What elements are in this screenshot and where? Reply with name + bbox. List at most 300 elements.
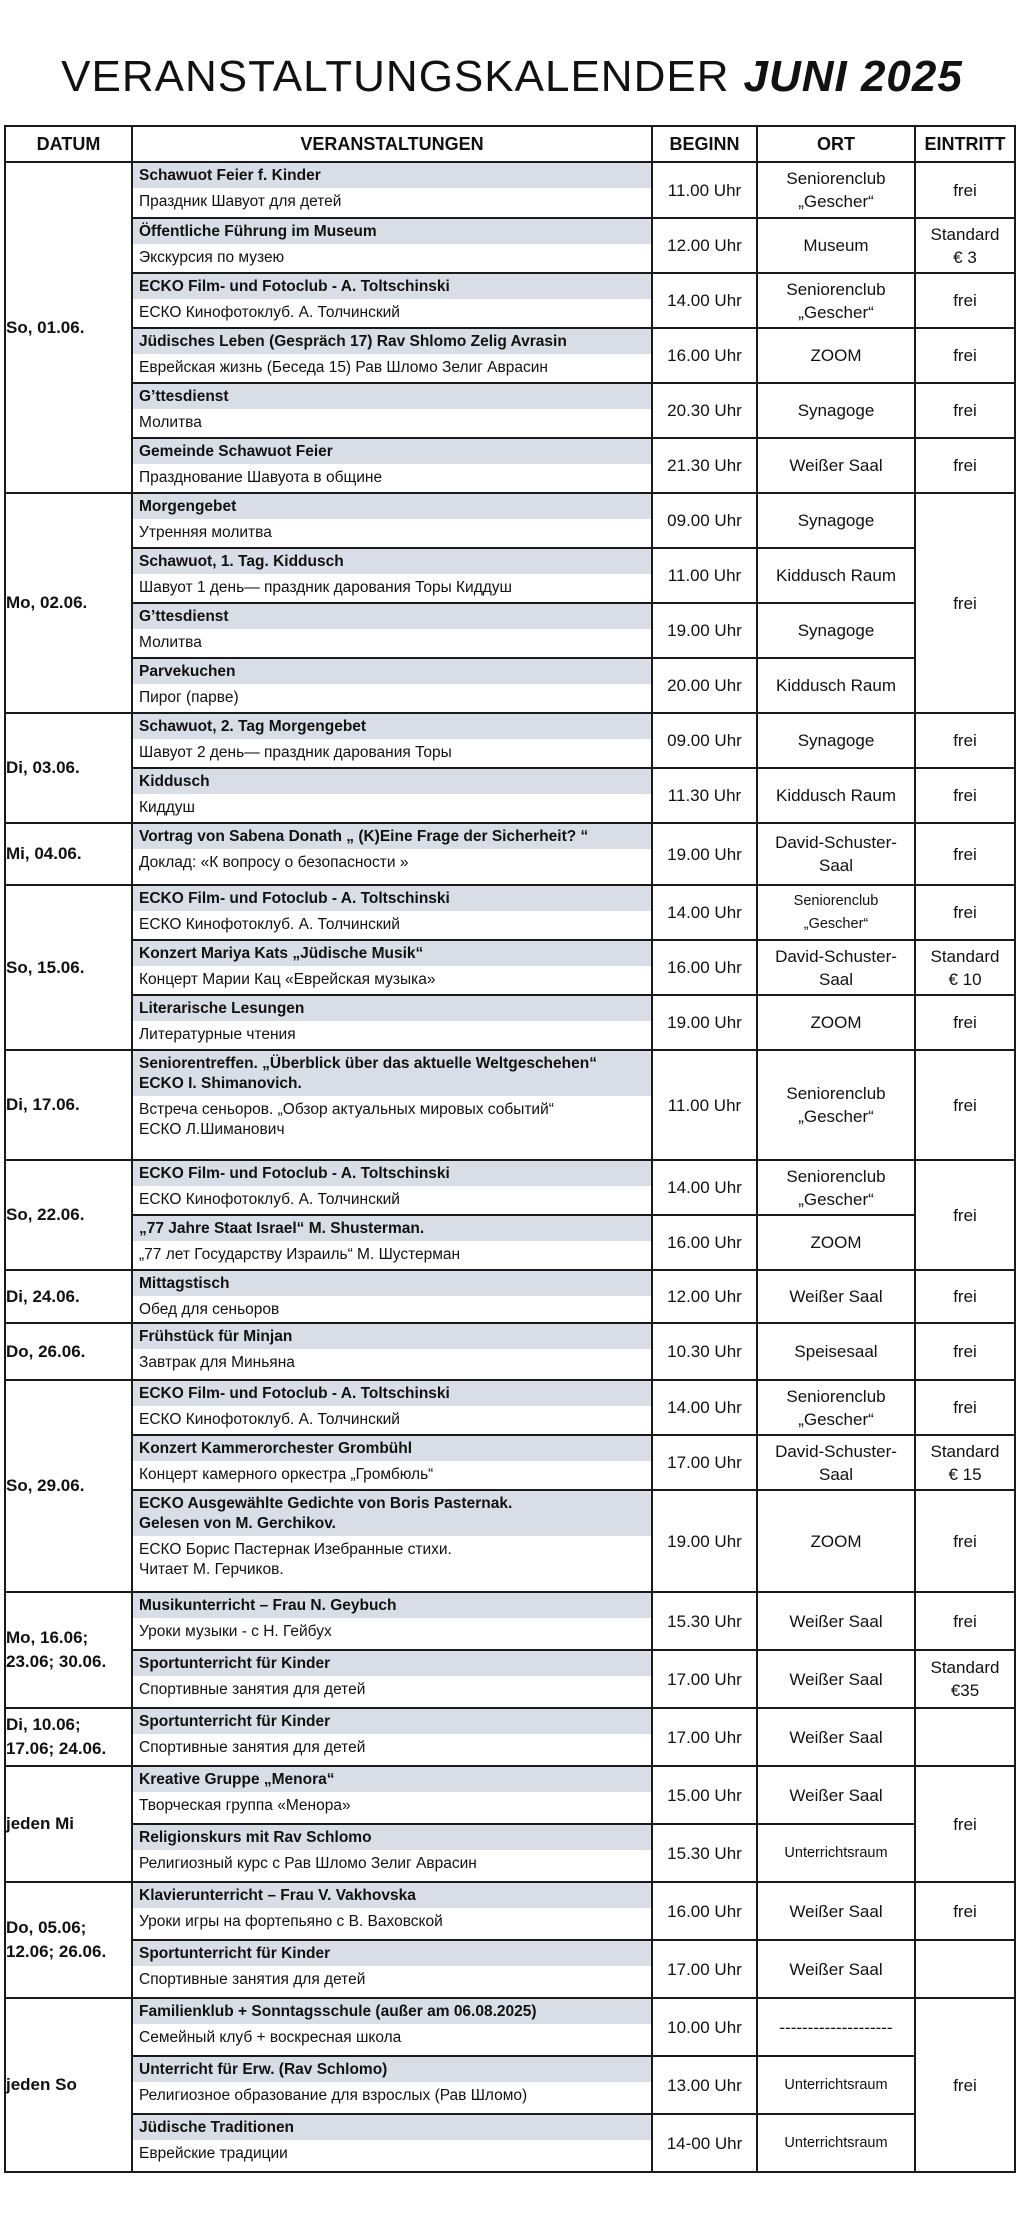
event-title-ru (133, 2024, 651, 2050)
time-cell: 16.00 Uhr (652, 1882, 757, 1940)
admission-line: frei (953, 786, 977, 805)
date-cell (5, 823, 132, 885)
event-cell (132, 1270, 652, 1323)
event-cell (132, 328, 652, 383)
event-title-de (133, 1491, 651, 1536)
date-cell (5, 885, 132, 1050)
location-cell (757, 1940, 915, 1998)
event-cell (132, 1592, 652, 1650)
event-title-ru (133, 1676, 651, 1702)
event-subtitle-line: Празднование Шавуота в общине (139, 469, 383, 486)
admission-line: Standard (930, 1658, 1000, 1677)
date-cell (5, 1160, 132, 1270)
table-row (5, 603, 1015, 658)
admission-cell (915, 1998, 1015, 2172)
event-title-ru (133, 966, 651, 992)
event-title-line: Religionskurs mit Rav Schlomo (139, 1829, 372, 1846)
time-cell: 14-00 Uhr (652, 2114, 757, 2172)
location-line: Kiddusch Raum (775, 786, 896, 805)
event-title-ru (133, 1186, 651, 1212)
location-cell (757, 438, 915, 493)
event-title-line: Familienklub + Sonntagsschule (außer am 06.08.2025) (139, 2003, 537, 2020)
time-cell: 14.00 Uhr (652, 885, 757, 940)
location-cell (757, 1380, 915, 1435)
event-cell (132, 1650, 652, 1708)
table-row (5, 1270, 1015, 1323)
table-row (5, 1160, 1015, 1215)
location-line: Saal (818, 856, 854, 875)
location-cell (757, 1435, 915, 1490)
location-line: Seniorenclub (793, 892, 879, 909)
location-cell (757, 1998, 915, 2056)
admission-line: frei (953, 903, 977, 922)
event-cell (132, 218, 652, 273)
event-title-line: Gelesen von M. Gerchikov. (139, 1515, 336, 1532)
location-cell (757, 1215, 915, 1270)
event-cell (132, 273, 652, 328)
date-cell (5, 1766, 132, 1882)
event-title-line: Schawuot, 1. Tag. Kiddusch (139, 553, 344, 570)
date-cell (5, 493, 132, 713)
location-line: Seniorenclub (786, 279, 886, 299)
time-cell: 15.30 Uhr (652, 1592, 757, 1650)
date-cell (5, 1708, 132, 1766)
table-row (5, 768, 1015, 823)
event-title-ru (133, 1296, 651, 1322)
event-title-de (133, 494, 651, 519)
event-cell (132, 603, 652, 658)
location-line: Weißer Saal (789, 1901, 883, 1921)
location-cell (757, 493, 915, 548)
location-line: Seniorenclub (786, 1166, 886, 1186)
location-line: Weißer Saal (789, 1669, 883, 1689)
table-row (5, 273, 1015, 328)
event-title-line: Kreative Gruppe „Menora“ (139, 1771, 335, 1788)
event-title-line: Schawuot Feier f. Kinder (139, 167, 321, 184)
event-subtitle-line: Семейный клуб + воскресная школа (139, 2029, 402, 2046)
event-title-de (133, 2057, 651, 2082)
date-line: Mo, 02.06. (6, 593, 88, 612)
location-line: Weißer Saal (789, 1287, 883, 1306)
table-row (5, 1940, 1015, 1998)
date-line: 23.06; 30.06. (6, 1652, 107, 1671)
event-subtitle-line: Уроки игры на фортепьяно с В. Ваховской (139, 1913, 443, 1930)
event-title-ru (133, 849, 651, 875)
event-cell (132, 713, 652, 768)
table-row (5, 1766, 1015, 1824)
event-title-ru (133, 1461, 651, 1487)
admission-cell (915, 1435, 1015, 1490)
event-title-line: ECKO I. Shimanovich. (139, 1075, 302, 1092)
time-cell: 17.00 Uhr (652, 1708, 757, 1766)
event-title-de (133, 2115, 651, 2140)
admission-cell (915, 1650, 1015, 1708)
date-line: So, 01.06. (6, 317, 85, 337)
date-line: Di, 03.06. (6, 758, 80, 777)
admission-line: frei (953, 1814, 977, 1834)
event-title-line: Öffentliche Führung im Museum (139, 223, 377, 240)
table-row (5, 1050, 1015, 1160)
location-line: Synagoge (797, 511, 875, 530)
location-line: Speisesaal (794, 1342, 878, 1361)
event-subtitle-line: Религиозное образование для взрослых (Рав Шломо) (139, 2087, 528, 2104)
event-title-line: Klavierunterricht – Frau V. Vakhovska (139, 1887, 416, 1904)
location-line: Kiddusch Raum (775, 676, 896, 695)
admission-cell (915, 1940, 1015, 1998)
date-line: Di, 17.06. (6, 1095, 80, 1114)
event-subtitle-line: Молитва (139, 414, 202, 431)
event-subtitle-line: Еврейская жизнь (Беседа 15) Рав Шломо Зелиг Аврасин (139, 359, 548, 376)
location-cell (757, 1592, 915, 1650)
event-title-de (133, 714, 651, 739)
event-cell (132, 885, 652, 940)
header-beginn: BEGINN (652, 126, 757, 162)
event-title-de (133, 1709, 651, 1734)
time-cell: 14.00 Uhr (652, 273, 757, 328)
event-subtitle-line: Утренняя молитва (139, 524, 272, 541)
event-subtitle-line: Уроки музыки - с Н. Гейбух (139, 1623, 332, 1640)
event-cell (132, 1323, 652, 1380)
location-line: „Gescher“ (798, 302, 874, 322)
admission-cell (915, 162, 1015, 218)
location-cell (757, 273, 915, 328)
event-title-line: Schawuot, 2. Tag Morgengebet (139, 718, 367, 735)
table-row (5, 995, 1015, 1050)
event-subtitle-line: Встреча сеньоров. „Обзор актуальных мировых событий“ (139, 1101, 554, 1118)
time-cell: 12.00 Uhr (652, 218, 757, 273)
event-title-line: Sportunterricht für Kinder (139, 1655, 331, 1672)
admission-line: frei (953, 1013, 977, 1032)
event-title-line: „77 Jahre Staat Israel“ M. Shusterman. (139, 1220, 425, 1237)
time-cell: 10.00 Uhr (652, 1998, 757, 2056)
event-title-ru (133, 574, 651, 600)
admission-cell (915, 1592, 1015, 1650)
location-cell (757, 658, 915, 713)
location-line: Weißer Saal (789, 1727, 883, 1747)
event-title-ru (133, 354, 651, 380)
event-title-de (133, 1271, 651, 1296)
event-title-ru (133, 629, 651, 655)
page-title (0, 52, 1024, 102)
location-cell (757, 2056, 915, 2114)
event-subtitle-line: Молитва (139, 634, 202, 651)
location-line: Museum (803, 236, 869, 255)
admission-cell (915, 1490, 1015, 1592)
location-line: „Gescher“ (798, 1107, 874, 1126)
table-row (5, 1215, 1015, 1270)
event-cell (132, 823, 652, 885)
event-title-ru (133, 794, 651, 820)
date-line: Mi, 04.06. (6, 844, 82, 863)
event-title-line: Jüdische Traditionen (139, 2119, 295, 2136)
event-title-de (133, 1999, 651, 2024)
event-subtitle-line: Еврейские традиции (139, 2145, 288, 2162)
date-line: So, 15.06. (6, 957, 85, 977)
location-line: Unterrichtsraum (784, 2076, 888, 2093)
event-title-line: ECKO Film- und Fotoclub - A. Toltschinski (139, 278, 450, 295)
table-row (5, 2056, 1015, 2114)
admission-cell (915, 823, 1015, 885)
admission-line: frei (953, 401, 977, 420)
location-line: Weißer Saal (789, 1959, 883, 1979)
admission-cell (915, 713, 1015, 768)
location-line: Synagoge (797, 731, 875, 750)
location-line: Seniorenclub (786, 1084, 886, 1103)
event-title-line: ECKO Ausgewählte Gedichte von Boris Pasternak. (139, 1495, 513, 1512)
event-cell (132, 1824, 652, 1882)
table-row (5, 1824, 1015, 1882)
event-title-ru (133, 1966, 651, 1992)
event-title-de (133, 1436, 651, 1461)
event-cell (132, 1708, 652, 1766)
admission-cell (915, 493, 1015, 713)
event-title-de (133, 1324, 651, 1349)
location-line: David-Schuster- (775, 1441, 897, 1461)
event-title-line: Parvekuchen (139, 663, 236, 680)
time-cell: 14.00 Uhr (652, 1160, 757, 1215)
event-title-de (133, 941, 651, 966)
admission-line: € 3 (953, 247, 977, 267)
event-title-de (133, 219, 651, 244)
event-subtitle-line: Обед для сеньоров (139, 1301, 280, 1318)
event-title-de (133, 886, 651, 911)
table-row (5, 383, 1015, 438)
location-line: -------------------- (779, 2017, 893, 2037)
event-title-line: Literarische Lesungen (139, 1000, 305, 1017)
event-title-line: G’ttesdienst (139, 388, 229, 405)
event-title-de (133, 549, 651, 574)
event-cell (132, 383, 652, 438)
admission-cell (915, 1050, 1015, 1160)
table-row (5, 328, 1015, 383)
event-title-de (133, 1381, 651, 1406)
location-cell (757, 1323, 915, 1380)
admission-cell (915, 218, 1015, 273)
event-title-ru (133, 1734, 651, 1760)
event-calendar-table (4, 125, 1016, 2173)
date-cell (5, 1270, 132, 1323)
event-title-de (133, 769, 651, 794)
event-subtitle-line: Творческая группа «Менора» (139, 1797, 351, 1814)
table-row (5, 548, 1015, 603)
location-cell (757, 328, 915, 383)
date-line: So, 29.06. (6, 1476, 85, 1495)
time-cell: 19.00 Uhr (652, 995, 757, 1050)
event-title-de (133, 1651, 651, 1676)
event-subtitle-line: Пирог (парве) (139, 689, 239, 706)
event-title-ru (133, 464, 651, 490)
location-line: David-Schuster- (775, 833, 897, 852)
event-title-de (133, 1883, 651, 1908)
time-cell: 09.00 Uhr (652, 493, 757, 548)
admission-line: € 15 (948, 1464, 982, 1484)
location-line: ZOOM (810, 1531, 862, 1551)
title-main: VERANSTALTUNGSKALENDER (61, 52, 730, 101)
date-line: Do, 26.06. (6, 1341, 86, 1361)
location-cell (757, 2114, 915, 2172)
admission-cell (915, 1766, 1015, 1882)
event-title-line: G’ttesdienst (139, 608, 229, 625)
event-title-ru (133, 1618, 651, 1644)
table-row (5, 1650, 1015, 1708)
date-cell (5, 1380, 132, 1592)
event-title-ru (133, 1850, 651, 1876)
table-row (5, 162, 1015, 218)
event-title-ru (133, 1096, 651, 1142)
admission-cell (915, 995, 1015, 1050)
date-line: jeden So (6, 2075, 77, 2094)
event-title-ru (133, 2082, 651, 2108)
event-title-ru (133, 739, 651, 765)
table-row (5, 713, 1015, 768)
table-row (5, 493, 1015, 548)
admission-line: frei (953, 1398, 977, 1417)
table-row (5, 1380, 1015, 1435)
event-title-line: Jüdisches Leben (Gespräch 17) Rav Shlomo Zelig Avrasin (139, 333, 567, 350)
location-cell (757, 768, 915, 823)
admission-cell (915, 1270, 1015, 1323)
location-line: Weißer Saal (789, 456, 883, 475)
event-subtitle-line: ЕСКО Кинофотоклуб. А. Толчинский (139, 304, 400, 321)
date-line: jeden Mi (6, 1814, 75, 1833)
header-row (5, 126, 1015, 162)
table-row (5, 218, 1015, 273)
event-cell (132, 940, 652, 995)
event-title-ru (133, 1792, 651, 1818)
time-cell: 15.00 Uhr (652, 1766, 757, 1824)
admission-line: frei (953, 456, 977, 475)
header-datum: DATUM (5, 126, 132, 162)
event-title-ru (133, 1021, 651, 1047)
location-line: Synagoge (797, 621, 875, 640)
date-cell (5, 1592, 132, 1708)
event-title-line: Musikunterricht – Frau N. Geybuch (139, 1597, 397, 1614)
admission-line: frei (953, 180, 977, 200)
admission-cell (915, 328, 1015, 383)
admission-cell (915, 1323, 1015, 1380)
date-cell (5, 1050, 132, 1160)
admission-line: Standard (930, 946, 1000, 966)
admission-line: Standard (930, 1441, 1000, 1461)
event-title-line: Sportunterricht für Kinder (139, 1945, 331, 1962)
event-title-line: Unterricht für Erw. (Rav Schlomo) (139, 2061, 388, 2078)
admission-line: €35 (950, 1681, 980, 1700)
time-cell: 17.00 Uhr (652, 1650, 757, 1708)
time-cell: 16.00 Uhr (652, 1215, 757, 1270)
table-row (5, 885, 1015, 940)
admission-cell (915, 768, 1015, 823)
time-cell: 10.30 Uhr (652, 1323, 757, 1380)
admission-line: frei (953, 844, 977, 864)
event-subtitle-line: Спортивные занятия для детей (139, 1739, 366, 1756)
event-subtitle-line: Праздник Шавуот для детей (139, 193, 342, 210)
event-subtitle-line: Экскурсия по музею (139, 249, 285, 266)
event-title-line: ECKO Film- und Fotoclub - A. Toltschinski (139, 1385, 450, 1402)
date-line: So, 22.06. (6, 1205, 85, 1224)
event-title-de (133, 659, 651, 684)
event-title-de (133, 384, 651, 409)
time-cell: 13.00 Uhr (652, 2056, 757, 2114)
time-cell: 12.00 Uhr (652, 1270, 757, 1323)
location-line: Weißer Saal (789, 1785, 883, 1805)
event-subtitle-line: ЕСКО Л.Шиманович (139, 1121, 285, 1138)
time-cell: 19.00 Uhr (652, 823, 757, 885)
event-title-line: Morgengebet (139, 498, 237, 515)
event-cell (132, 995, 652, 1050)
table-row (5, 1708, 1015, 1766)
time-cell: 19.00 Uhr (652, 603, 757, 658)
admission-cell (915, 885, 1015, 940)
table-row (5, 823, 1015, 885)
event-cell (132, 548, 652, 603)
location-line: Saal (818, 1464, 854, 1484)
table-row (5, 1592, 1015, 1650)
location-line: „Gescher“ (798, 1409, 874, 1429)
table-row (5, 2114, 1015, 2172)
admission-line: frei (953, 1095, 977, 1115)
event-cell (132, 1940, 652, 1998)
location-line: ZOOM (810, 1233, 862, 1252)
event-title-de (133, 1161, 651, 1186)
event-title-de (133, 439, 651, 464)
location-cell (757, 603, 915, 658)
admission-cell (915, 273, 1015, 328)
time-cell: 21.30 Uhr (652, 438, 757, 493)
location-line: Unterrichtsraum (784, 2134, 888, 2151)
location-line: David-Schuster- (775, 946, 897, 966)
location-cell (757, 1708, 915, 1766)
event-cell (132, 1998, 652, 2056)
event-title-de (133, 1825, 651, 1850)
event-title-line: ECKO Film- und Fotoclub - A. Toltschinski (139, 1165, 450, 1182)
time-cell: 11.00 Uhr (652, 162, 757, 218)
header-ort: ORT (757, 126, 915, 162)
event-cell (132, 1050, 652, 1160)
date-line: 12.06; 26.06. (6, 1942, 107, 1961)
event-cell (132, 658, 652, 713)
time-cell: 16.00 Uhr (652, 940, 757, 995)
event-title-de (133, 1216, 651, 1241)
event-cell (132, 438, 652, 493)
event-title-de (133, 1941, 651, 1966)
admission-cell (915, 1380, 1015, 1435)
table-row (5, 658, 1015, 713)
location-line: Seniorenclub (786, 1386, 886, 1406)
event-title-de (133, 1593, 651, 1618)
event-subtitle-line: Спортивные занятия для детей (139, 1971, 366, 1988)
event-title-line: Sportunterricht für Kinder (139, 1713, 331, 1730)
admission-cell (915, 1160, 1015, 1270)
location-cell (757, 383, 915, 438)
location-cell (757, 823, 915, 885)
location-line: Weißer Saal (789, 1611, 883, 1631)
event-title-line: Kiddusch (139, 773, 210, 790)
event-title-line: Frühstück für Minjan (139, 1328, 293, 1345)
date-cell (5, 1998, 132, 2172)
admission-line: frei (953, 291, 977, 310)
time-cell: 11.00 Uhr (652, 1050, 757, 1160)
event-title-ru (133, 1406, 651, 1432)
event-subtitle-line: Доклад: «К вопросу о безопасности » (139, 854, 409, 871)
location-cell (757, 1766, 915, 1824)
table-row (5, 940, 1015, 995)
admission-cell (915, 1882, 1015, 1940)
admission-line: Standard (930, 224, 1000, 244)
calendar-body (5, 162, 1015, 2172)
event-title-line: Konzert Kammerorchester Grombühl (139, 1440, 413, 1457)
location-cell (757, 1490, 915, 1592)
event-title-ru (133, 244, 651, 270)
